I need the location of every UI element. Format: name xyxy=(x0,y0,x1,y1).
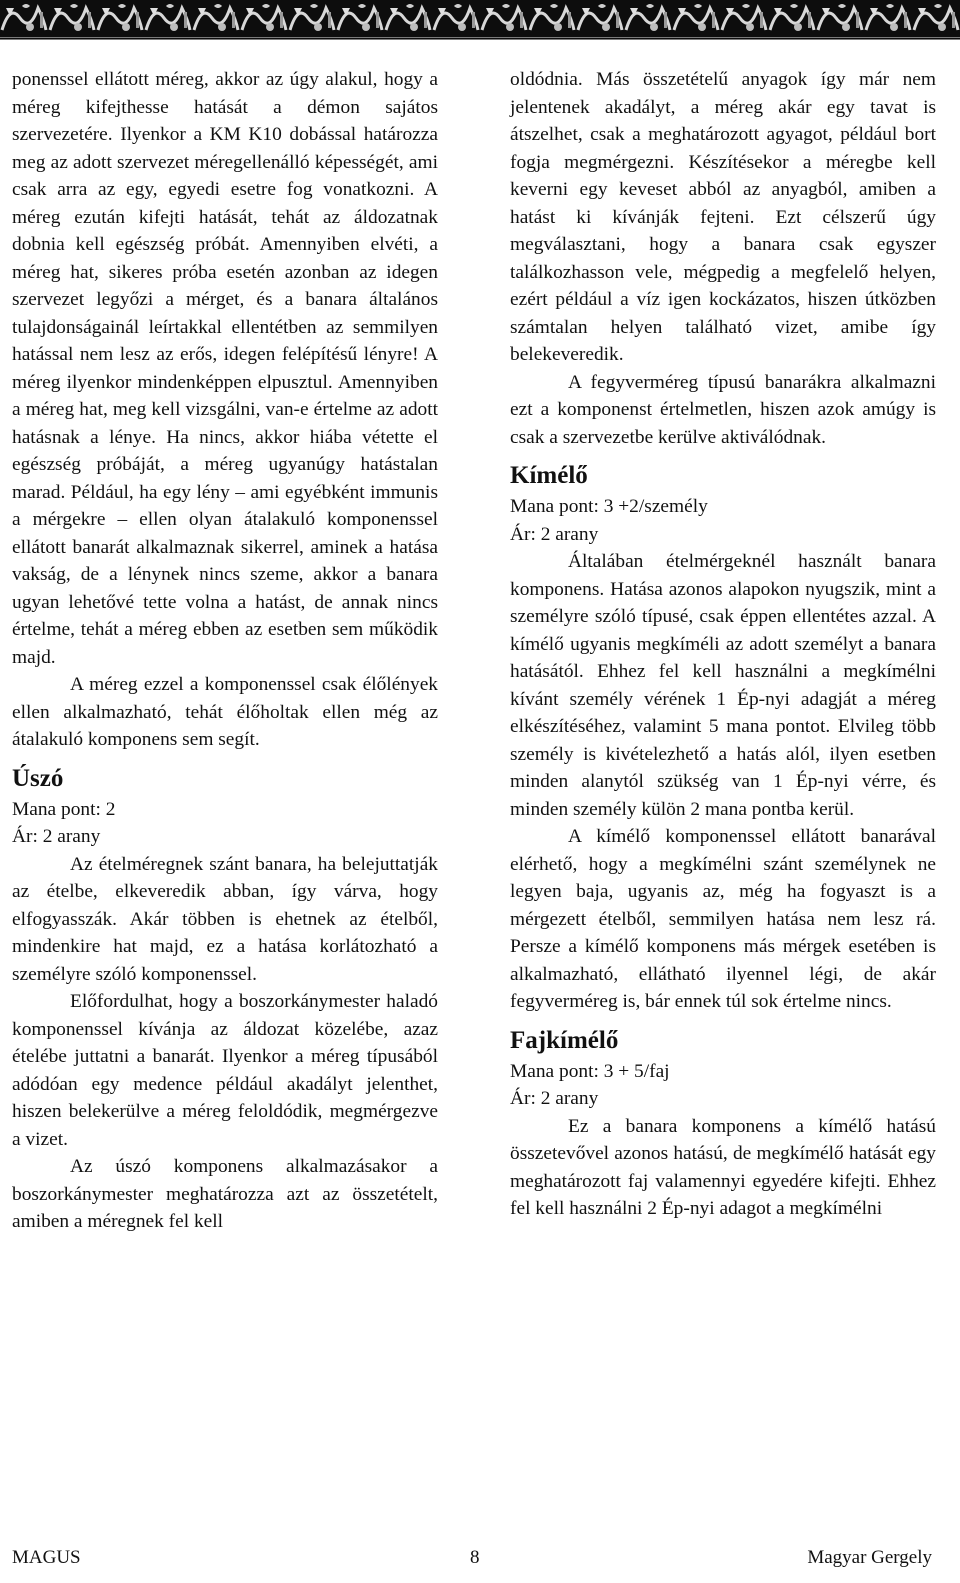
footer-author: Magyar Gergely xyxy=(807,1547,932,1568)
header-ornament-band xyxy=(0,0,960,40)
ornament-pattern-icon xyxy=(0,0,960,37)
paragraph: Előfordulhat, hogy a boszorkánymester haladó komponenssel kívánja az áldozat közelébe, azaz ételébe juttatni a banarát. Ilyenkor a méreg típusából adódóan egy medence például akadályt jelenthet, hiszen belekerülve a méreg feloldódik, megmérgezve a vizet. xyxy=(12,991,438,1150)
paragraph: Ez a banara komponens a kímélő hatású összetevővel azonos hatású, de megkímélő hatását egy meghatározott faj valamennyi egyedére kifejti. Ehhez fel kell használni 2 Ép-nyi adagot a megkímélni xyxy=(510,1115,936,1219)
paragraph: ponenssel ellátott méreg, akkor az úgy alakul, hogy a méreg kifejthesse hatását a démon sajátos szervezetére. Ilyenkor a KM K10 dobással határozza meg az adott szervezet méregellenálló képességét, ami csak arra az egy, egyedi esetre fog vonatkozni. A méreg ezután kifejti hatását, tehát az áldozatnak dobnia kell egészség próbát. Amennyiben elvéti, a méreg hat, sikeres próba esetén azonban az idegen szervezet legyőzi a mérget, és a banara általános tulajdonságainál leírtakkal ellentétben az semmilyen hatással nem lesz az erős, idegen felépítésű lényre! A méreg ilyenkor mindenképpen elpusztul. Amennyiben a méreg hat, meg kell vizsgálni, van-e értelme az adott hatásnak a lénye. Ha nincs, akkor hiába vétette el egészség próbáját, a méreg ugyanúgy hatástalan marad. Például, ha egy lény – ami egyébként immunis a mérgekre – ellen olyan átalakuló komponenssel ellátott banarát alkalmaznak sikerrel, aminek a hatása vakság, de a lénynek nincs szeme, akkor a banara ugyan lehetővé tette volna a hatást, de annak nincs értelme, tehát a méreg ebben az esetben sem működik majd. xyxy=(12,69,438,668)
paragraph: Az ételméregnek szánt banara, ha belejuttatják az ételbe, elkeveredik abban, így várva, hogy elfogyasszák. Akár többen is ehetnek az ételből, mindenkire hat majd, ez a hatása korlátozható a személyre szóló komponenssel. xyxy=(12,853,438,985)
mana-cost: Mana pont: 2 xyxy=(12,798,116,820)
price: Ár: 2 arany xyxy=(510,523,599,545)
paragraph: A méreg ezzel a komponenssel csak élőlények ellen alkalmazható, tehát élőholtak ellen még az átalakuló komponens sem segít. xyxy=(12,674,438,750)
paragraph: oldódnia. Más összetételű anyagok így már nem jelentenek akadályt, a méreg akár egy tavat is átszelhet, csak a meghatározott agyagot, például bort fogja megmérgezni. Készítésekor a méregbe kell keverni egy keveset abból az anyagból, amiben a hatást ki kívánják fejteni. Ezt célszerű úgy megválasztani, hogy a banara csak egyszer találkozhasson vele, mégpedig a megfelelő helyen, ezért például a víz igen kockázatos, hiszen útközben számtalan helyen található vizet, amibe így belekeveredik. xyxy=(510,69,936,365)
section-title-fajkimelo: Fajkímélő xyxy=(510,1026,619,1054)
left-column xyxy=(12,66,438,1236)
mana-cost: Mana pont: 3 + 5/faj xyxy=(510,1060,670,1082)
paragraph: Általában ételmérgeknél használt banara komponens. Hatása azonos alapokon nyugszik, mint a személyre szóló típusé, csak éppen ellentétes azzal. A kímélő ugyanis megkíméli az adott személyt a banara hatásától. Ehhez fel kell használni a megkímélni kívánt személy vérének 1 Ép-nyi adagját a méreg elkészítéséhez, valamint 5 mana pontot. Elvileg több személy is kivételezhető a hatás alól, ilyen esetben minden alanytól szükség van 1 Ép-nyi vérre, és minden személy külön 2 mana pontba kerül. xyxy=(510,551,936,820)
section-title-kimelo: Kímélő xyxy=(510,462,588,489)
price: Ár: 2 arany xyxy=(12,826,101,847)
paragraph: A kímélő komponenssel ellátott banarával elérhető, hogy a megkímélni szánt személynek ne legyen baja, ugyanis az, még ha fogyaszt is a mérgezett ételből, semmilyen hatása nem lesz rá. Persze a kímélő komponens más mérgek esetében is alkalmazható, ellátható ilyennel légi, de akár fegyverméreg is, bár ennek túl sok értelme nincs. xyxy=(510,826,936,1012)
paragraph: Az úszó komponens alkalmazásakor a boszorkánymester meghatározza azt az összetételt, amiben a méregnek fel kell xyxy=(12,1156,438,1232)
footer-book-title: MAGUS xyxy=(12,1547,81,1568)
section-title-uszo: Úszó xyxy=(12,764,64,792)
paragraph: A fegyverméreg típusú banarákra alkalmazni ezt a komponenst értelmetlen, hiszen azok amúgy is csak a szervezetbe kerülve aktiválódnak. xyxy=(510,371,936,448)
mana-cost: Mana pont: 3 +2/személy xyxy=(510,496,708,517)
footer-page-number: 8 xyxy=(470,1547,480,1568)
page-footer xyxy=(12,1546,932,1570)
price: Ár: 2 arany xyxy=(510,1088,599,1109)
right-column xyxy=(510,66,936,1223)
